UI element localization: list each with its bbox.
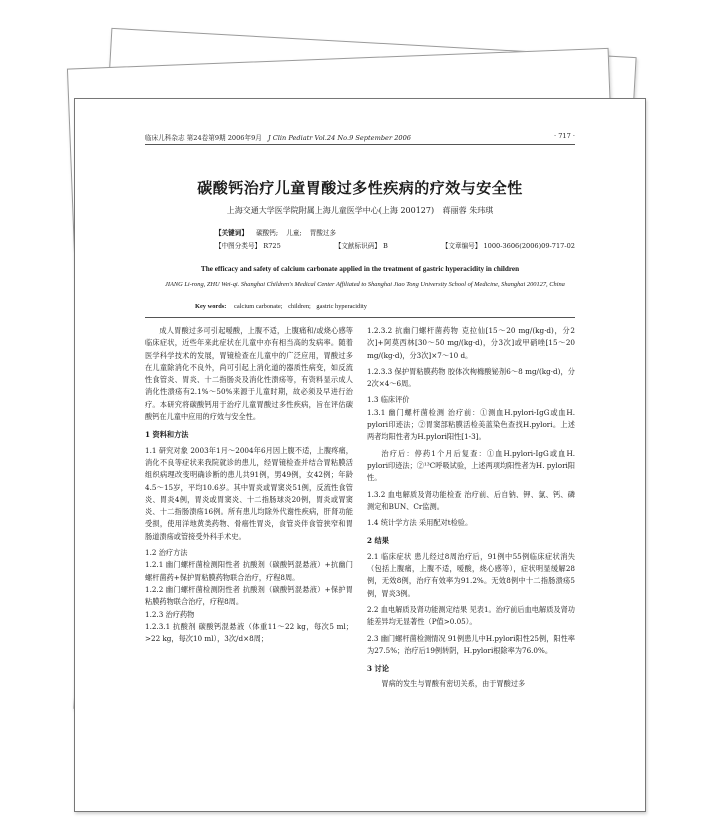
english-keyword: calcium carbonate; [234,303,283,310]
paragraph: 治疗后：停药1个月后复查：①血H.pylori-IgG或血H. pylori印迹法；②¹³C呼吸试验，上述两项均阳性者为H. pylori阳性。 [367,448,575,483]
abstract-divider [145,317,575,318]
document-code: 【文献标识码】 B [334,242,388,250]
paragraph: 1.2.1 幽门螺杆菌检测阳性者 抗酸剂（碳酸钙混悬液）+抗幽门螺杆菌药+保护胃粘膜药物联合治疗，疗程8周。 [145,560,353,582]
front-page [74,98,646,812]
keyword: 胃酸过多 [309,229,337,237]
left-column [145,325,353,645]
paragraph: 1.1 研究对象 2003年1月～2004年6月因上腹不适，上腹疼痛，消化不良等症状来我院就诊的患儿，经胃镜检查并结合胃粘膜活组织病理改变明确诊断的患儿共91例，男49例，女42例；年龄4.5～15岁，平均10.6岁。其中胃炎或胃窦炎51例，反流性食管炎、胃炎4例，胃炎或胃窦炎、十二指肠球炎20例，胃炎或胃窦炎、十二指肠溃疡16例。所有患儿均除外代谢性疾病，肝肾功能受损，使用洋地黄类药物、骨癌性胃炎，食管炎伴食管狭窄和胃肠道溃疡或管接受外科手术史。 [145,445,353,541]
english-keywords [195,303,371,310]
subsection-heading: 1.2.3 治疗药物 [145,609,195,619]
affiliation-line [75,205,645,216]
english-keyword: children; [288,303,311,310]
paragraph: 1.2.2 幽门螺杆菌检测阴性者 抗酸剂（碳酸钙混悬液）+保护胃粘膜药物联合治疗，疗程8周。 [145,584,353,607]
section-heading: 1 资料和方法 [145,430,189,440]
subsection-heading: 1.2 治疗方法 [145,548,188,558]
section-heading: 2 结果 [367,536,389,546]
paragraph: 1.2.3.3 保护胃粘膜药物 胶体次枸橼酸铋剂6～8 mg/(kg·d)，分2次×4～6周。 [367,366,575,389]
article-number: 【文章编号】 1000-3606(2006)09-717-02 [441,242,575,250]
keywords-cn [215,227,342,239]
journal-cn: 临床儿科杂志 第24卷第9期 2006年9月 [145,134,262,142]
subsection-heading: 1.3 临床评价 [367,395,410,405]
keyword: 碳酸钙; [256,229,279,237]
clc-number: 【中图分类号】 R725 [215,242,281,250]
english-keywords-label: Key words: [195,303,227,310]
english-title: The efficacy and safety of calcium carbonate applied in the treatment of gastric hyperacidity in children [200,265,520,273]
keywords-label: 【关键词】 [215,229,248,237]
journal-en: J Clin Pediatr Vol.24 No.9 September 2006 [268,134,411,142]
english-authors: JIANG Li-rong, ZHU Wei-qi. Shanghai Children's Medical Center Affiliated to Shanghai Jiao Tong University School of Medicine, Shanghai 200127, China [165,281,565,288]
affiliation: 上海交通大学医学院附属上海儿童医学中心(上海 200127) [226,206,435,215]
paragraph: 2.3 幽门螺杆菌检测情况 91例患儿中H.pylori阳性25例，阳性率为27.5%；治疗后19例转阴，H.pylori根除率为76.0%。 [367,633,575,655]
section-heading: 3 讨论 [367,664,389,674]
english-keyword: gastric hyperacidity [316,303,367,310]
authors: 蒋丽蓉 朱玮琪 [442,206,494,215]
intro-paragraph: 成人胃酸过多可引起嗳酸，上腹不适，上腹痛和/或烧心感等临床症状，近些年来此症状在儿童中亦有相当高的发病率。随着医学科学技术的发展，胃镜检查在儿童中的广泛应用，胃酸过多在儿童除消化不良外，尚可引起上消化道的器质性病变，如反流性食管炎、胃炎、十二指肠炎及消化性溃疡等，有资料显示成人消化性溃疡有2.1%～50%来源于儿童时期，故必须及早进行治疗。本研究将碳酸钙用于治疗儿童胃酸过多性疾病，旨在评估碳酸钙在儿童中应用的疗效与安全性。 [145,326,353,422]
paragraph: 1.2.3.2 抗幽门螺杆菌药物 克拉仙[15～20 mg/(kg·d)，分2次]+阿莫西林[30～50 mg/(kg·d)，分3次]或甲硝唑[15～20 mg/(kg·d)，分3次]×7～10 d。 [367,326,575,360]
running-header [145,132,575,145]
article-title: 碳酸钙治疗儿童胃酸过多性疾病的疗效与安全性 [197,179,523,197]
keyword: 儿童; [286,229,302,237]
classification-row [215,240,575,250]
right-column [367,325,575,691]
paragraph: 1.3.2 血电解质及肾功能检查 治疗前、后自钠、钾、氯、钙、磷测定和BUN、Cr监测。 [367,489,575,511]
page-number: · 717 · [554,132,575,140]
paragraph: 1.2.3.1 抗酸剂 碳酸钙混悬液（体重11～22 kg，每次5 ml；>22 kg，每次10 ml），3次/d×8周； [145,621,353,644]
paragraph: 2.1 临床症状 患儿经过8周治疗后，91例中55例临床症状消失（包括上腹痛，上腹不适，嗳酸，烧心感等），症状明显缓解28例，无效8例，治疗有效率为91.2%。无效8例中十二指肠溃疡5例，胃炎3例。 [367,551,575,598]
paragraph: 2.2 血电解质及肾功能测定结果 见表1。治疗前后血电解质及肾功能差异均无显著性（P值>0.05）。 [367,604,575,627]
paragraph: 1.3.1 幽门螺杆菌检测 治疗前：①测血H.pylori-IgG或血H. pylori印迹法；②胃窦部粘膜活检美蓝染色查找H.pylori。上述两者均阳性者为H.pylori阳性[1-3]。 [367,407,575,442]
paragraph: 1.4 统计学方法 采用配对t检验。 [367,518,473,528]
paragraph: 胃病的发生与胃酸有密切关系，由于胃酸过多 [381,679,526,689]
